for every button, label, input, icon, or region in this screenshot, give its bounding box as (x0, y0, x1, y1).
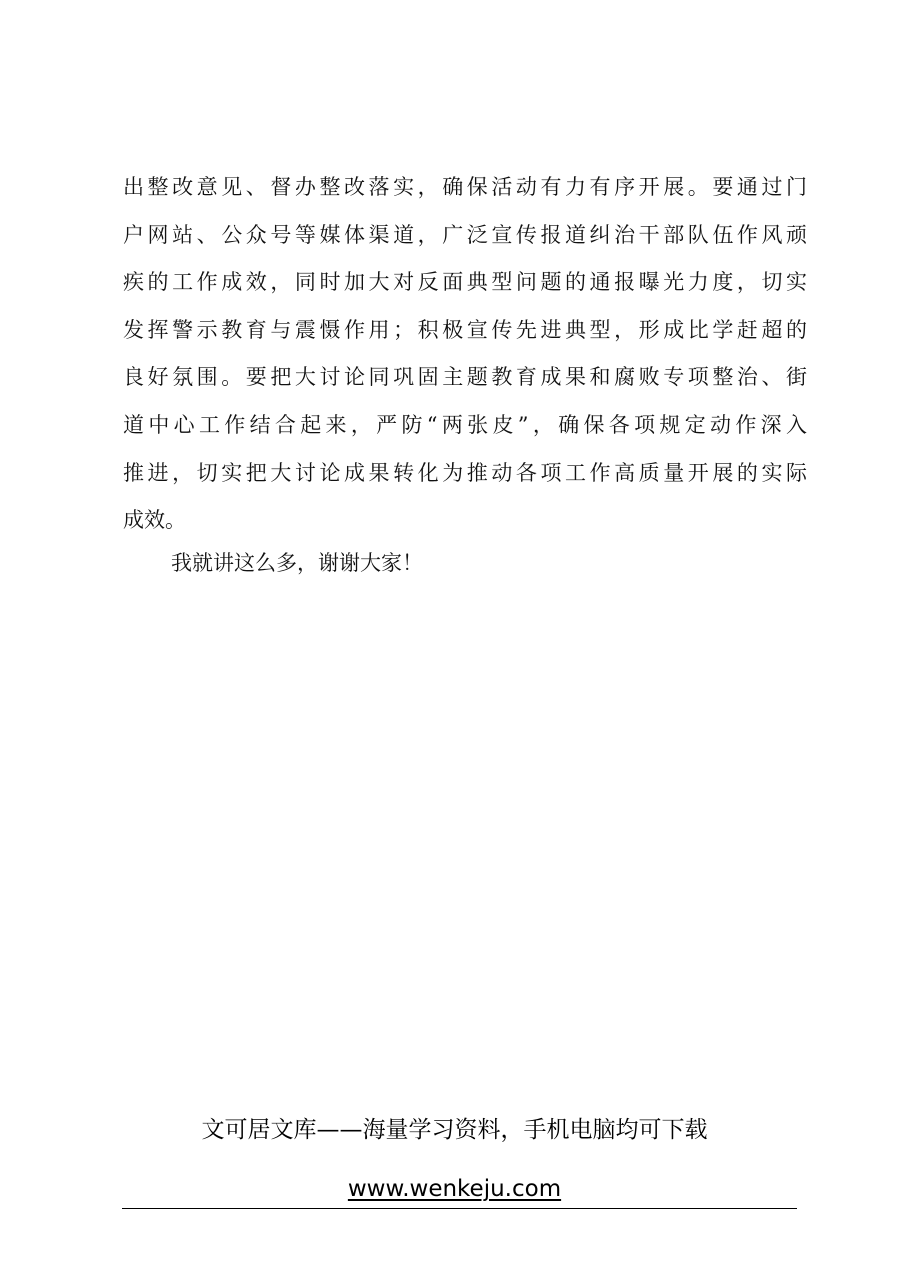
paragraph-line: 成效。 (123, 508, 186, 533)
footer-link-row (0, 1172, 909, 1206)
paragraph-line: 道中心工作结合起来，严防“两张皮”，确保各项规定动作深入 (123, 412, 807, 437)
website-link[interactable]: www.wenkeju.com (347, 1176, 562, 1202)
paragraph-line: 户网站、公众号等媒体渠道，广泛宣传报道纠治干部队伍作风顽 (123, 222, 807, 247)
footer-divider (122, 1208, 797, 1209)
closing-remark: 我就讲这么多，谢谢大家！ (171, 551, 423, 575)
footer-banner-text: 文可居文库——海量学习资料，手机电脑均可下载 (201, 1117, 708, 1143)
paragraph-line: 发挥警示教育与震慑作用；积极宣传先进典型，形成比学赶超的 (123, 317, 807, 342)
paragraph-line: 良好氛围。要把大讨论同巩固主题教育成果和腐败专项整治、街 (123, 365, 807, 390)
body-paragraph (123, 164, 807, 545)
paragraph-line: 推进，切实把大讨论成果转化为推动各项工作高质量开展的实际 (123, 460, 807, 485)
paragraph-line: 出整改意见、督办整改落实，确保活动有力有序开展。要通过门 (123, 175, 807, 199)
paragraph-line: 疾的工作成效，同时加大对反面典型问题的通报曝光力度，切实 (123, 270, 807, 295)
